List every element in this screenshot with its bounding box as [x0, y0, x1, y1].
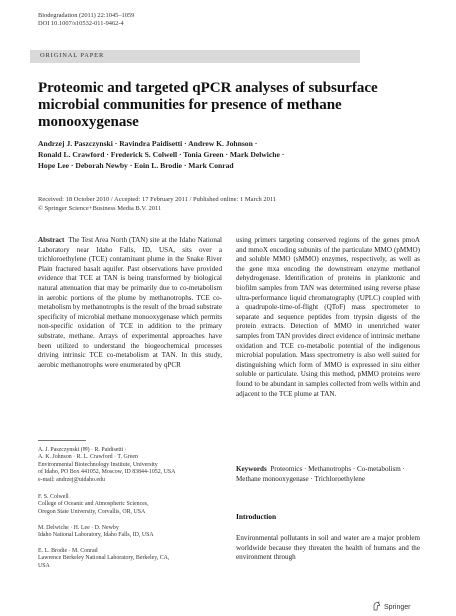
author-line: Ronald L. Crawford · Frederick S. Colwell · Tonia Green · Mark Delwiche · [38, 150, 285, 160]
affiliation-line: Oregon State University, Corvallis, OR, USA [38, 508, 146, 515]
email-link[interactable]: e-mail: andrzej@uidaho.edu [38, 476, 105, 483]
springer-horse-icon [372, 598, 381, 616]
affiliation-block [38, 447, 222, 484]
author-list [38, 138, 418, 172]
publisher-name: Springer [384, 603, 411, 611]
publisher-logo [372, 598, 410, 616]
keywords [236, 465, 420, 484]
section-label: ORIGINAL PAPER [40, 52, 105, 59]
affiliation-block [38, 525, 222, 540]
keywords-text: Proteomics · Methanotrophs · Co-metabolism · Methane monooxygenase · Trichloroethylene [236, 465, 405, 483]
abstract-label: Abstract [38, 236, 65, 244]
affiliation-block [38, 494, 222, 516]
affiliation-block [38, 548, 222, 570]
affiliation-line: of Idaho, PO Box 441052, Moscow, ID 83844-1052, USA [38, 469, 176, 476]
affiliation-line: A. J. Paszczynski (✉) · R. Paidisetti · [38, 447, 127, 453]
copyright-line: © Springer Science+Business Media B.V. 2011 [38, 204, 162, 212]
right-column [236, 236, 420, 399]
abstract-right [236, 236, 420, 399]
affiliation-line: F. S. Colwell [38, 494, 69, 500]
journal-header [38, 12, 134, 28]
affiliation-line: Idaho National Laboratory, Idaho Falls, ID, USA [38, 532, 154, 539]
abstract-left [38, 236, 222, 370]
affiliation-line: Environmental Biotechnology Institute, University [38, 461, 158, 468]
abstract-text-left: The Test Area North (TAN) site at the Idaho National Laboratory near Idaho Falls, ID, USA, sits over a trichloroethylene (TCE) contaminant plume in the Snake River Plain fractured basalt aquifer. Past observations have provided evidence that TCE at TAN is being transformed by biological natural attenuation that may be primarily due to co-metabolism in aerobic portions of the plume by methanotrophs. TCE co-metabolism by methanotrophs is the result of the broad substrate specificity of microbial methane monooxygenase which permits non-specific oxidation of TCE in addition to the primary substrate, methane. Arrays of experimental approaches have been utilized to understand the biogeochemical processes driving intrinsic TCE co-metabolism at TAN. In this study, aerobic methanotrophs were enumerated by qPCR [38, 236, 222, 369]
affiliation-line: M. Delwiche · H. Lee · D. Newby [38, 525, 119, 531]
section-label-bar [30, 50, 360, 63]
journal-citation: Biodegradation (2011) 22:1045–1059 [38, 12, 135, 19]
affiliation-line: Lawrence Berkeley National Laboratory, Berkeley, CA, [38, 555, 170, 562]
author-line: Andrzej J. Paszczynski · Ravindra Paidisetti · Andrew K. Johnson · [38, 139, 258, 148]
introduction-text: Environmental pollutants in soil and water are a major problem worldwide because they threaten the health of humans and the environment through [236, 534, 420, 562]
received-accepted-line: Received: 18 October 2010 / Accepted: 17 February 2011 / Published online: 1 March 2011 [38, 196, 277, 203]
affiliation-line: College of Oceanic and Atmospheric Sciences, [38, 501, 149, 508]
footnote-rule [38, 440, 86, 441]
affiliation-line: USA [38, 562, 50, 569]
introduction-heading: Introduction [236, 512, 277, 521]
publication-dates [38, 196, 418, 213]
abstract-text-right: using primers targeting conserved regions of the genes pmoA and mmoX encoding subunits of the particulate MMO (pMMO) and soluble MMO (sMMO) enzymes, respectively, as well as the gene mxa encoding the downstream enzyme methanol dehydrogenase. Identification of proteins in planktonic and biofilm samples from TAN was determined using reverse phase ultra-performance liquid chromatography (UPLC) coupled with a quadrupole-time-of-flight (QToF) mass spectrometer to separate and sequence peptides from trypsin digests of the protein extracts. Detection of MMO in unenriched water samples from TAN provides direct evidence of intrinsic methane oxidation and TCE co-metabolic potential of the indigenous microbial population. Mass spectrometry is also well suited for distinguishing which form of MMO is expressed in situ either soluble or particulate. Using this method, pMMO proteins were found to be abundant in samples collected from wells within and adjacent to the TCE plume at TAN. [236, 236, 420, 398]
keywords-label: Keywords [236, 465, 267, 473]
left-column [38, 236, 222, 370]
affiliation-line: E. L. Brodie · M. Conrad [38, 548, 98, 554]
author-line: Hope Lee · Deborah Newby · Eoin L. Brodie · Mark Conrad [38, 161, 234, 171]
article-title: Proteomic and targeted qPCR analyses of subsurface microbial communities for presence of methane monooxygenase [38, 80, 378, 130]
affiliation-line: A. K. Johnson · R. L. Crawford · T. Green [38, 454, 138, 461]
doi[interactable]: DOI 10.1007/s10532-011-9462-4 [38, 20, 124, 28]
